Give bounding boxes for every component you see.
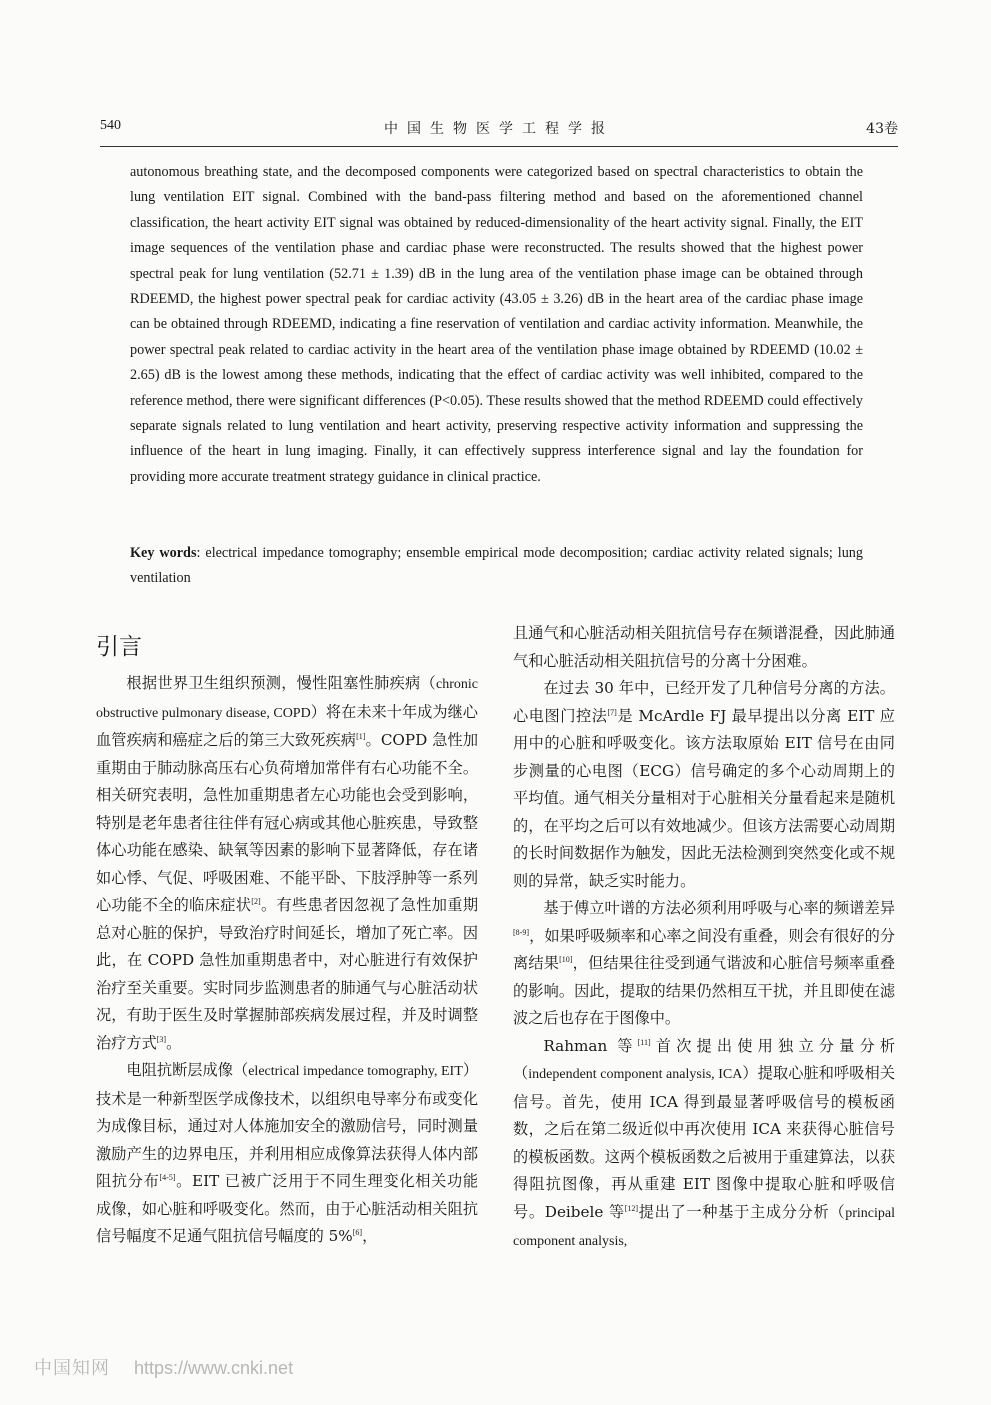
volume-label: 43卷	[866, 121, 898, 137]
paragraph: Rahman 等[11]首次提出使用独立分量分析（independent component analysis, ICA）提取心脏和呼吸相关信号。首先，使用 ICA 得到最显著呼吸信号的模板函数，之后在第二级近似中再次使用 ICA 来获得心脏信号的模板函数。这两个模板函数之后被用于重建算法，以获得阻抗图像，再从重建 EIT 图像中提取心脏和呼吸信号。Deibele 等[12]提出了一种基于主成分分析（principal component analysis,	[513, 1036, 896, 1249]
citation[interactable]: [6]	[352, 1228, 363, 1237]
citation[interactable]: [2]	[251, 897, 261, 906]
section-heading: 引言	[96, 634, 142, 660]
running-header	[100, 118, 898, 140]
watermark-footer	[34, 1354, 293, 1380]
paragraph: 且通气和心脏活动相关阻抗信号存在频谱混叠，因此肺通气和心脏活动相关阻抗信号的分离十分困难。	[513, 624, 895, 670]
citation[interactable]: [8-9]	[513, 927, 529, 937]
citation[interactable]: [3]	[156, 1034, 167, 1044]
keywords-text: : electrical impedance tomography; ensemble empirical mode decomposition; cardiac activity related signals; lung ventilation	[130, 545, 863, 587]
citation[interactable]: [1]	[356, 732, 366, 741]
page-number: 540	[100, 118, 121, 133]
cnki-brand: 中国知网	[34, 1358, 110, 1379]
keywords-label: Key words	[130, 545, 197, 561]
paragraph: 在过去 30 年中，已经开发了几种信号分离的方法。心电图门控法[7]是 McArdle FJ 最早提出以分离 EIT 应用中的心脏和呼吸变化。该方法取原始 EIT 信号在由同步测量的心电图（ECG）信号确定的多个心动周期上的平均值。通气相关分量相对于心脏相关分量看起来是随机的，在平均之后可以有效地减少。但该方法需要心动周期的长时间数据作为触发，因此无法检测到突然变化或不规则的异常，缺乏实时能力。	[513, 679, 895, 890]
paragraph: 电阻抗断层成像（electrical impedance tomography, EIT）技术是一种新型医学成像技术，以组织电导率分布或变化为成像目标，通过对人体施加安全的激励信号，同时测量激励产生的边界电压，并利用相应成像算法获得人体内部阻抗分布[4-5]。EIT 已被广泛用于不同生理变化相关功能成像，如心脏和呼吸变化。然而，由于心脏活动相关阻抗信号幅度不足通气阻抗信号幅度的 5%[6]，	[96, 1061, 479, 1245]
citation[interactable]: [11]	[637, 1037, 651, 1047]
paragraph: 根据世界卫生组织预测，慢性阻塞性肺疾病（chronic obstructive pulmonary disease, COPD）将在未来十年成为继心血管疾病和癌症之后的第三大致死疾病[1]。COPD 急性加重期由于肺动脉高压右心负荷增加常伴有右心功能不全。相关研究表明，急性加重期患者左心功能也会受到影响，特别是老年患者往往伴有冠心病或其他心脏疾患，导致整体心功能在感染、缺氧等因素的影响下显著降低，存在诸如心悸、气促、呼吸困难、不能平卧、下肢浮肿等一系列心功能不全的临床症状[2]。有些患者因忽视了急性加重期总对心脏的保护，导致治疗时间延长，增加了死亡率。因此，在 COPD 急性加重期患者中，对心脏进行有效保护治疗至关重要。实时同步监测患者的肺通气与心脏活动状况，有助于医生及时掌握肺部疾病发展过程，并及时调整治疗方式[3]。	[96, 674, 479, 1052]
citation[interactable]: [10]	[559, 955, 573, 964]
abstract-text: autonomous breathing state, and the decomposed components were categorized based on spectral characteristics to obtain the lung ventilation EIT signal. Combined with the band-pass filtering method and based on the aforementioned channel classification, the heart activity EIT signal was obtained by reduced-dimensionality of the heart activity signal. Finally, the EIT image sequences of the ventilation phase and cardiac phase were reconstructed. The results showed that the highest power spectral peak for lung ventilation (52.71 ± 1.39) dB in the lung area of the ventilation phase image can be obtained through RDEEMD, the highest power spectral peak for cardiac activity (43.05 ± 3.26) dB in the heart area of the cardiac phase image can be obtained through RDEEMD, indicating a fine reservation of ventilation and cardiac activity information. Meanwhile, the power spectral peak related to cardiac activity in the heart area of the ventilation phase image obtained by RDEEMD (10.02 ± 2.65) dB is the lowest among these methods, indicating that the effect of cardiac activity was well inhibited, compared to the reference method, there were significant differences (P<0.05). These results showed that the method RDEEMD could effectively separate signals related to lung ventilation and heart activity, preserving respective activity information and suppressing the influence of the heart in lung imaging. Finally, it can effectively suppress interference signal and lay the foundation for providing more accurate treatment strategy guidance in clinical practice.	[130, 164, 863, 485]
journal-title: 中国生物医学工程学报	[384, 121, 614, 137]
right-column	[513, 620, 895, 1256]
citation[interactable]: [4-5]	[159, 1173, 176, 1182]
left-column	[96, 670, 478, 1251]
cnki-url[interactable]: https://www.cnki.net	[134, 1358, 294, 1378]
keywords	[130, 541, 863, 592]
header-rule	[100, 146, 898, 147]
citation[interactable]: [7]	[607, 707, 617, 717]
paragraph: 基于傅立叶谱的方法必须利用呼吸与心率的频谱差异[8-9]，如果呼吸频率和心率之间没有重叠，则会有很好的分离结果[10]，但结果往往受到通气谐波和心脏信号频率重叠的影响。因此，提取的结果仍然相互干扰，并且即使在滤波之后也存在于图像中。	[513, 899, 896, 1027]
citation[interactable]: [12]	[624, 1203, 639, 1213]
